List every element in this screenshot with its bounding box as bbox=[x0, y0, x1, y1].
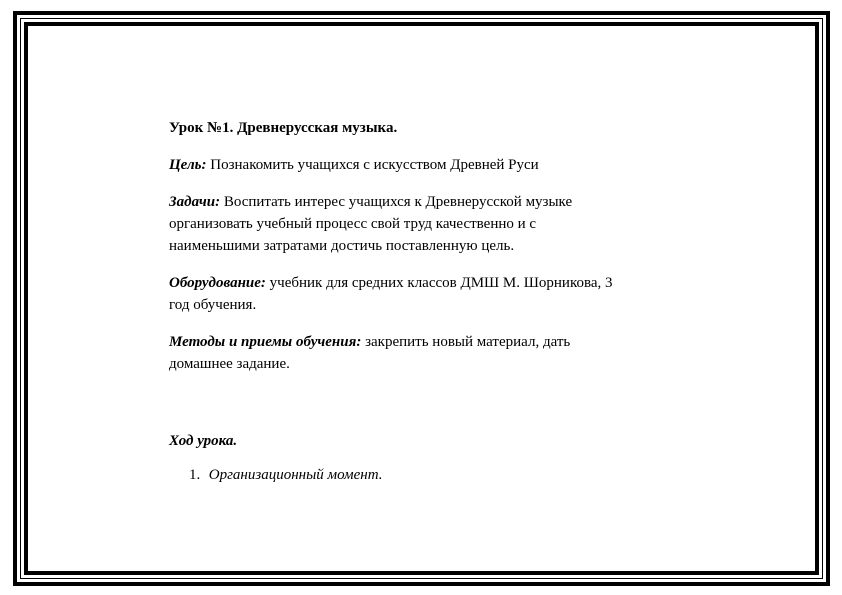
goal-text: Познакомить учащихся с искусством Древней Руси bbox=[206, 157, 539, 173]
equipment-text-line1: учебник для средних классов ДМШ М. Шорникова, 3 bbox=[265, 275, 613, 291]
document-body bbox=[169, 117, 729, 486]
equipment-text-line2: год обучения. bbox=[169, 297, 257, 313]
list-item-number: 1. bbox=[189, 467, 201, 483]
course-heading: Ход урока. bbox=[169, 433, 238, 449]
equipment-label: Оборудование: bbox=[169, 275, 266, 291]
equipment-paragraph bbox=[169, 272, 729, 316]
goal-label: Цель: bbox=[169, 157, 207, 173]
tasks-paragraph bbox=[169, 191, 729, 257]
methods-label: Методы и приемы обучения: bbox=[169, 334, 362, 350]
list-item bbox=[169, 464, 729, 486]
list-item-text: Организационный момент. bbox=[208, 467, 383, 483]
goal-paragraph bbox=[169, 154, 729, 176]
methods-paragraph bbox=[169, 331, 729, 375]
tasks-label: Задачи: bbox=[169, 194, 221, 210]
tasks-text-line2: организовать учебный процесс свой труд качественно и с bbox=[169, 216, 537, 232]
tasks-text-line1: Воспитать интерес учащихся к Древнерусской музыке bbox=[220, 194, 573, 210]
lesson-title: Урок №1. Древнерусская музыка. bbox=[169, 120, 398, 136]
spacer bbox=[169, 390, 729, 430]
tasks-text-line3: наименьшими затратами достичь поставленную цель. bbox=[169, 238, 515, 254]
methods-text-line1: закрепить новый материал, дать bbox=[361, 334, 571, 350]
methods-text-line2: домашнее задание. bbox=[169, 356, 290, 372]
